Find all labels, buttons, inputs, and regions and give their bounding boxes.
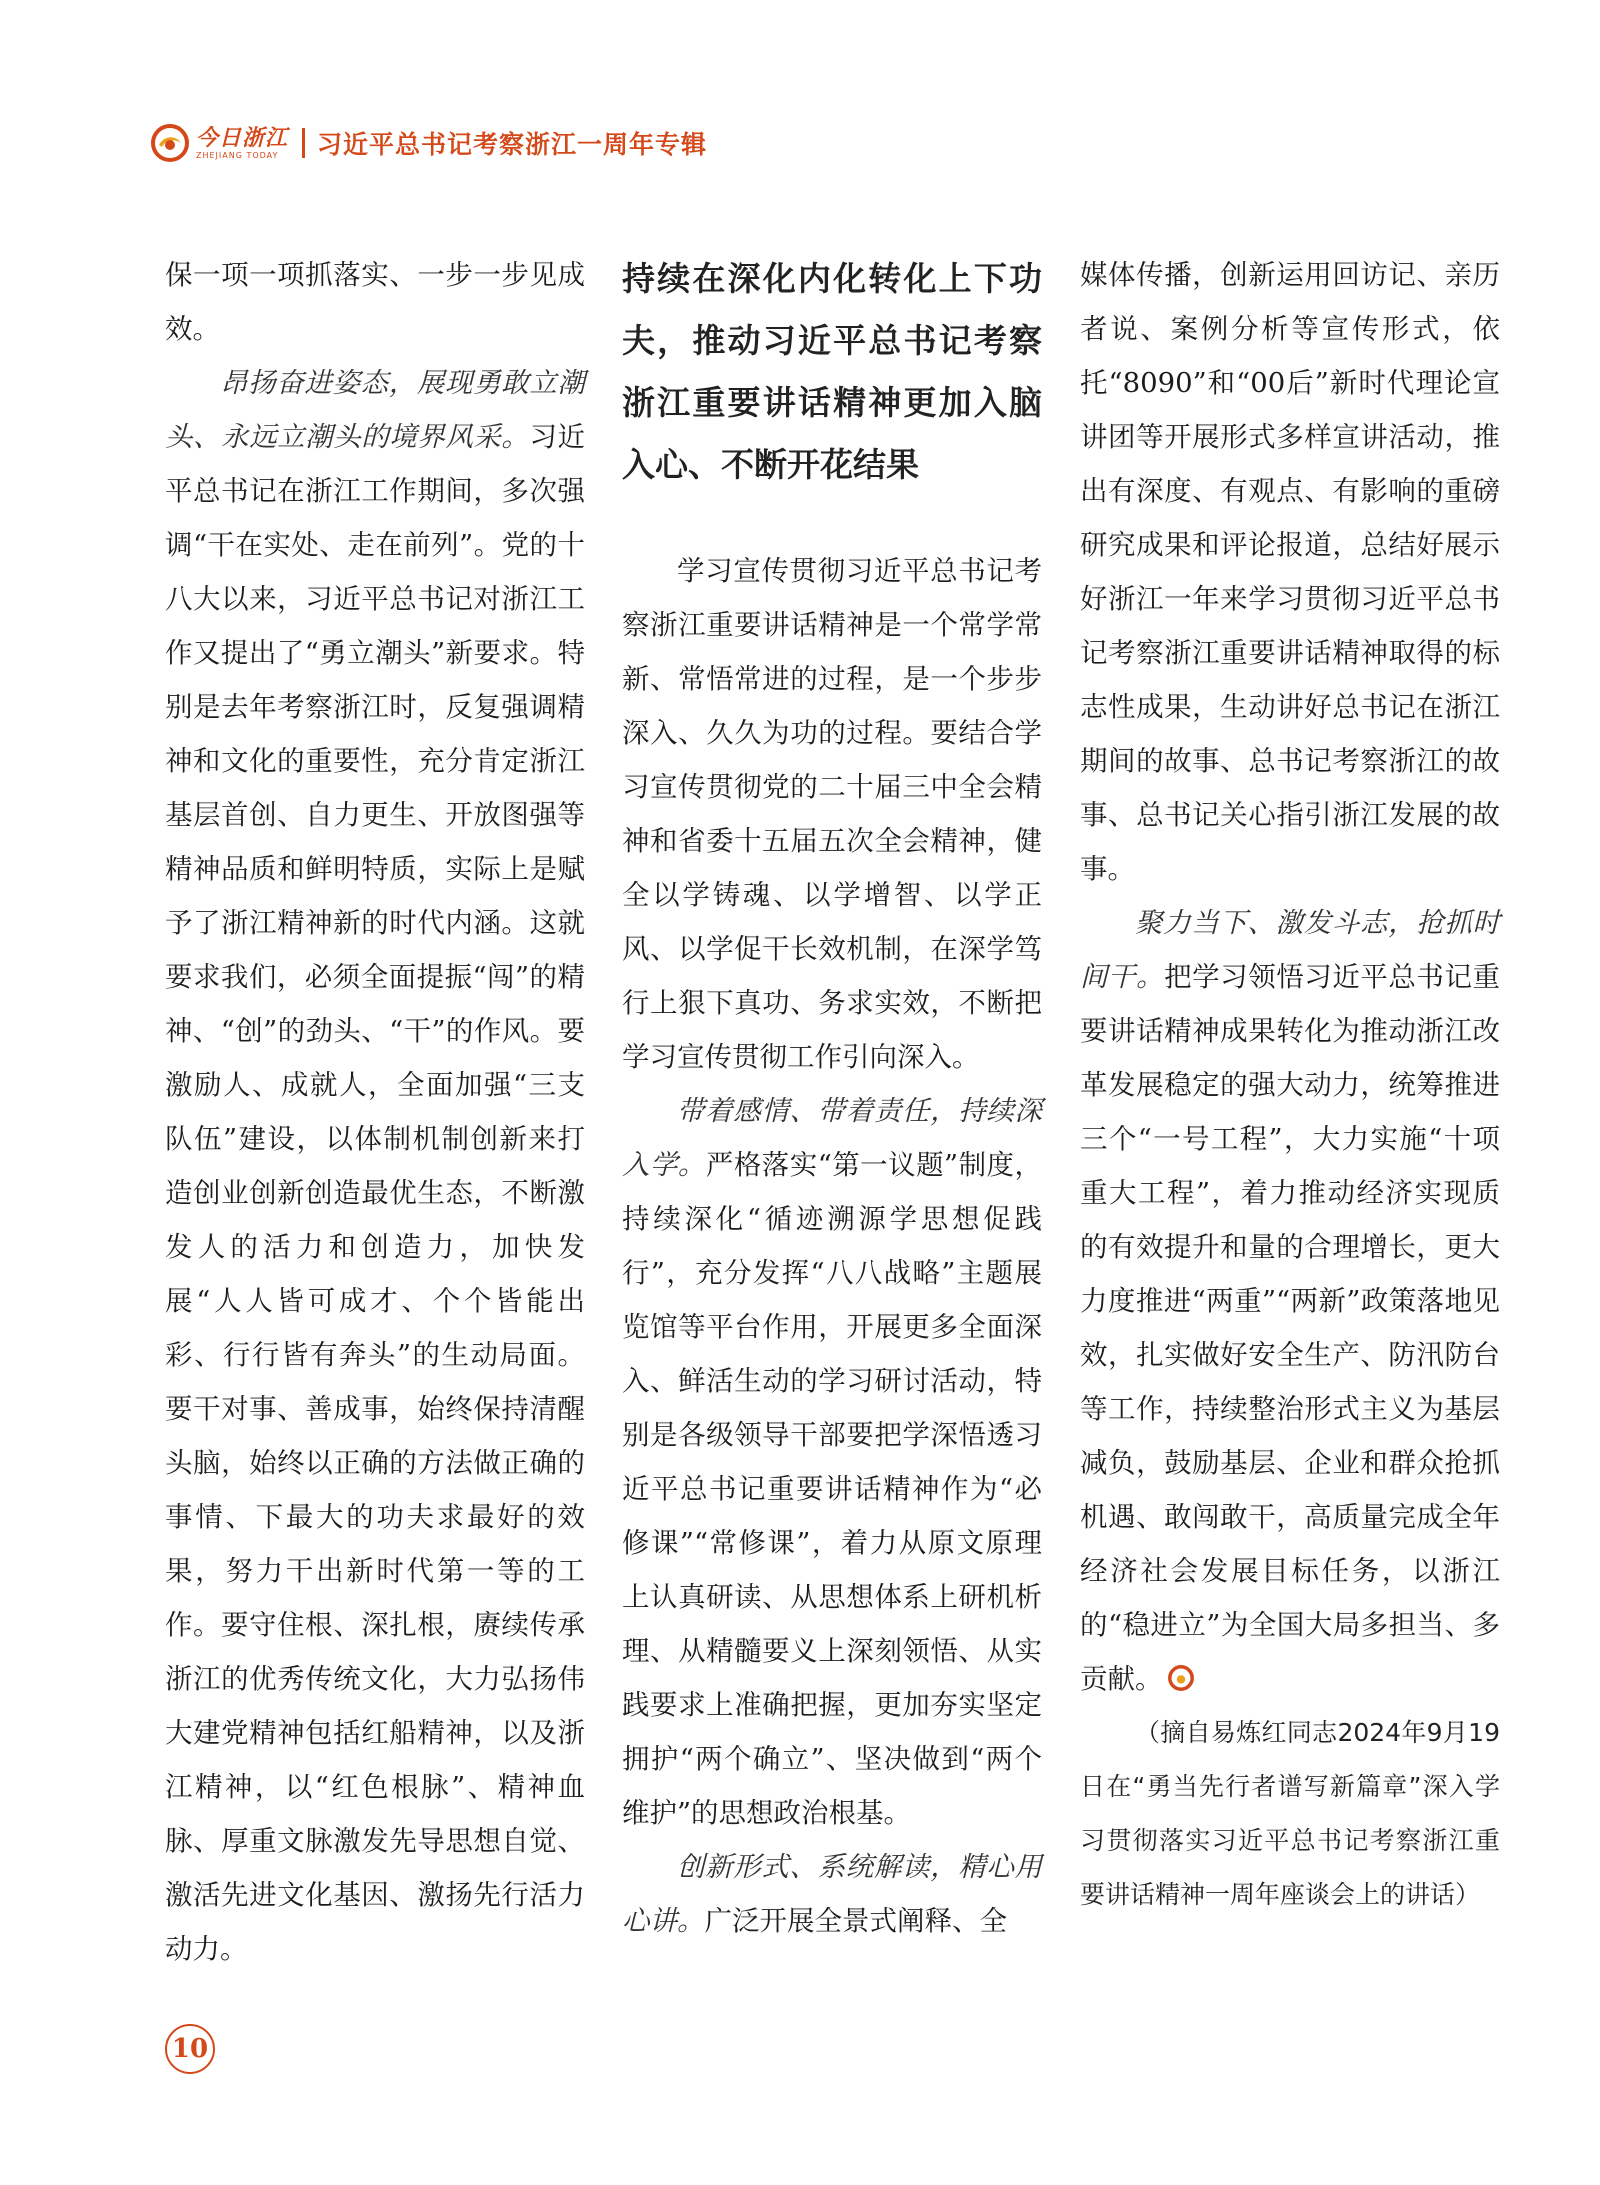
- col2-paragraph-2: [622, 1084, 1042, 1840]
- col1-paragraph-2-lead: 昂扬奋进姿态，展现勇敢立潮头、永远立潮头的境界风采。: [165, 367, 585, 453]
- column-2: [622, 248, 1042, 1948]
- col3-paragraph-1: 媒体传播，创新运用回访记、亲历者说、案例分析等宣传形式，依托“8090”和“00后”新时代理论宣讲团等开展形式多样宣讲活动，推出有深度、有观点、有影响的重磅研究成果和评论报道，总结好展示好浙江一年来学习贯彻习近平总书记考察浙江重要讲话精神取得的标志性成果，生动讲好总书记在浙江期间的故事、总书记考察浙江的故事、总书记关心指引浙江发展的故事。: [1080, 259, 1500, 885]
- column-3: [1080, 248, 1500, 1922]
- col2-paragraph-2-body: 严格落实“第一议题”制度，持续深化“循迹溯源学思想促践行”，充分发挥“八八战略”主题展览馆等平台作用，开展更多全面深入、鲜活生动的学习研讨活动，特别是各级领导干部要把学深悟透习近平总书记重要讲话精神作为“必修课”“常修课”，着力从原文原理上认真研读、从思想体系上研机析理、从精髓要义上深刻领悟、从实践要求上准确把握，更加夯实坚定拥护“两个确立”、坚决做到“两个维护”的思想政治根基。: [622, 1149, 1042, 1829]
- section-subheading: 持续在深化内化转化上下功夫，推动习近平总书记考察浙江重要讲话精神更加入脑入心、不断开花结果: [622, 259, 1042, 484]
- col2-paragraph-3: [622, 1840, 1042, 1948]
- column-1: [165, 248, 585, 1976]
- source-note: （摘自易炼红同志2024年9月19日在“勇当先行者谱写新篇章”深入学习贯彻落实习近平总书记考察浙江重要讲话精神一周年座谈会上的讲话）: [1080, 1718, 1500, 1909]
- col1-paragraph-1: 保一项一项抓落实、一步一步见成效。: [165, 259, 585, 345]
- header-divider: [302, 128, 305, 158]
- col2-paragraph-2-lead: 带着感情、带着责任，持续深入学。: [622, 1095, 1042, 1181]
- page-header: [150, 118, 707, 168]
- logo-wordmark: [196, 124, 289, 160]
- col1-paragraph-2-body: 习近平总书记在浙江工作期间，多次强调“干在实处、走在前列”。党的十八大以来，习近平总书记对浙江工作又提出了“勇立潮头”新要求。特别是去年考察浙江时，反复强调精神和文化的重要性，充分肯定浙江基层首创、自力更生、开放图强等精神品质和鲜明特质，实际上是赋予了浙江精神新的时代内涵。这就要求我们，必须全面提振“闯”的精神、“创”的劲头、“干”的作风。要激励人、成就人，全面加强“三支队伍”建设，以体制机制创新来打造创业创新创造最优生态，不断激发人的活力和创造力，加快发展“人人皆可成才、个个皆能出彩、行行皆有奔头”的生动局面。要干对事、善成事，始终保持清醒头脑，始终以正确的方法做正确的事情、下最大的功夫求最好的效果，努力干出新时代第一等的工作。要守住根、深扎根，赓续传承浙江的优秀传统文化，大力弘扬伟大建党精神包括红船精神，以及浙江精神，以“红色根脉”、精神血脉、厚重文脉激发先导思想自觉、激活先进文化基因、激扬先行活力动力。: [165, 421, 586, 1965]
- col1-paragraph-2: [165, 356, 585, 1976]
- col2-paragraph-3-lead: 创新形式、系统解读，精心用心讲。: [622, 1851, 1042, 1937]
- page-number: 10: [165, 2024, 215, 2074]
- col2-paragraph-3-body: 广泛开展全景式阐释、全: [704, 1905, 1007, 1937]
- col2-paragraph-1: 学习宣传贯彻习近平总书记考察浙江重要讲话精神是一个常学常新、常悟常进的过程，是一个步步深入、久久为功的过程。要结合学习宣传贯彻党的二十届三中全会精神和省委十五届五次全会精神，健全以学铸魂、以学增智、以学正风、以学促干长效机制，在深学笃行上狠下真功、务求实效，不断把学习宣传贯彻工作引向深入。: [622, 555, 1042, 1073]
- zhejiang-today-logo-icon: [150, 123, 190, 163]
- article-end-icon: [1167, 1664, 1195, 1692]
- logo-en-text: ZHEJIANG TODAY: [196, 150, 279, 160]
- subheading-spacer: [622, 496, 1042, 544]
- col3-paragraph-2-lead: 聚力当下、激发斗志，抢抓时间干。: [1080, 907, 1500, 993]
- col3-paragraph-2-body: 把学习领悟习近平总书记重要讲话精神成果转化为推动浙江改革发展稳定的强大动力，统筹推进三个“一号工程”，大力实施“十项重大工程”，着力推动经济实现质的有效提升和量的合理增长，更大力度推进“两重”“两新”政策落地见效，扎实做好安全生产、防汛防台等工作，持续整治形式主义为基层减负，鼓励基层、企业和群众抢抓机遇、敢闯敢干，高质量完成全年经济社会发展目标任务，以浙江的“稳进立”为全国大局多担当、多贡献。: [1080, 961, 1501, 1695]
- logo-cn-text: 今日浙江: [196, 124, 289, 151]
- header-title: 习近平总书记考察浙江一周年专辑: [317, 130, 708, 159]
- col3-paragraph-2: [1080, 896, 1500, 1706]
